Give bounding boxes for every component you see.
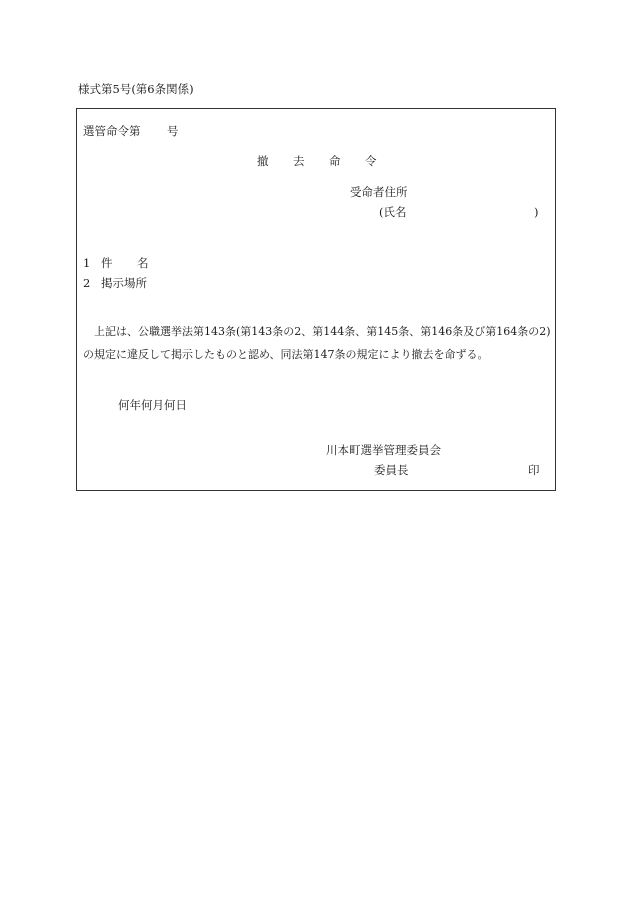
item-1-number: 1: [83, 256, 91, 270]
seal-mark: 印: [528, 463, 540, 477]
title-char-1: 撤: [257, 154, 269, 168]
recipient-address-label: 受命者住所: [350, 185, 408, 199]
issuer-name: 川本町選挙管理委員会: [326, 443, 441, 457]
chair-label: 委員長: [374, 463, 409, 477]
form-label: 様式第5号(第6条関係): [78, 82, 194, 96]
issue-date: 何年何月何日: [118, 398, 187, 412]
item-2-number: 2: [83, 276, 91, 290]
recipient-name-open: (氏名: [379, 205, 407, 219]
item-2-label: 掲示場所: [101, 276, 147, 290]
item-1-label-a: 件: [101, 256, 113, 270]
recipient-name-close: ): [534, 205, 539, 219]
title-char-4: 令: [365, 154, 377, 168]
order-form-frame: [76, 108, 556, 491]
title-char-3: 命: [329, 154, 341, 168]
body-text-line-1: 上記は、公職選挙法第143条(第143条の2、第144条、第145条、第146条及び第164条の2): [94, 325, 551, 338]
item-1-label-b: 名: [137, 256, 149, 270]
title-char-2: 去: [293, 154, 305, 168]
order-number-prefix: 選管命令第: [83, 124, 141, 138]
order-number-suffix: 号: [167, 124, 179, 138]
body-text-line-2: の規定に違反して掲示したものと認め、同法第147条の規定により撤去を命ずる。: [83, 348, 489, 361]
